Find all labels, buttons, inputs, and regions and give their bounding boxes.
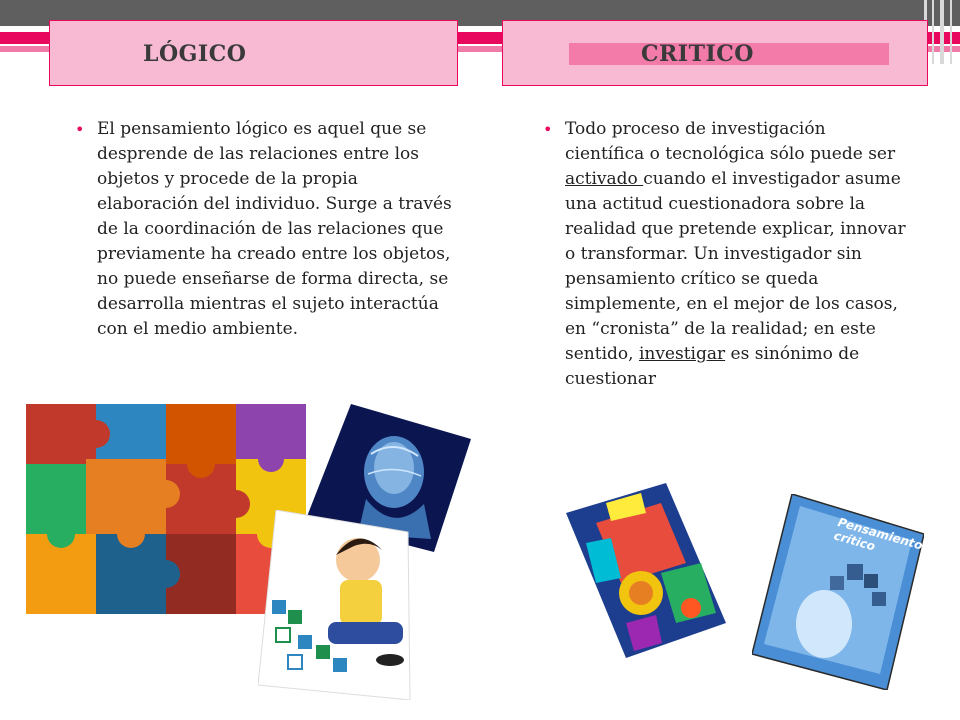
link-activado[interactable]: activado xyxy=(565,169,644,189)
logico-column xyxy=(75,117,460,342)
logico-paragraph: • El pensamiento lógico es aquel que se desprende de las relaciones entre los objetos y procede de la propia elaboración del individuo. Surge a través de la coordinación de las relaciones que previamente ha creado entre los objetos, no puede enseñarse de forma directa, se desarrolla mientras el sujeto interactúa con el medio ambiente. xyxy=(97,117,460,342)
header-logico: LÓGICO xyxy=(143,41,247,67)
link-investigar[interactable]: investigar xyxy=(638,344,726,364)
critico-column xyxy=(543,117,908,392)
critico-paragraph: • Todo proceso de investigación científica o tecnológica sólo puede ser activado cuando el investigador asume una actitud cuestionadora sobre la realidad que pretende explicar, innovar o transformar. Un investigador sin pensamiento crítico se queda simplemente, en el mejor de los casos, en “cronista” de la realidad; en este sentido, investigar es sinónimo de cuestionar xyxy=(565,117,908,392)
child-puzzle-image xyxy=(258,510,428,700)
book-cover-title: Pensamiento crítico xyxy=(832,515,925,554)
header-box-critico xyxy=(502,20,928,86)
header-box-logico xyxy=(49,20,458,86)
header-critico: CRITICO xyxy=(641,41,754,67)
colorful-collage-image xyxy=(566,483,726,658)
